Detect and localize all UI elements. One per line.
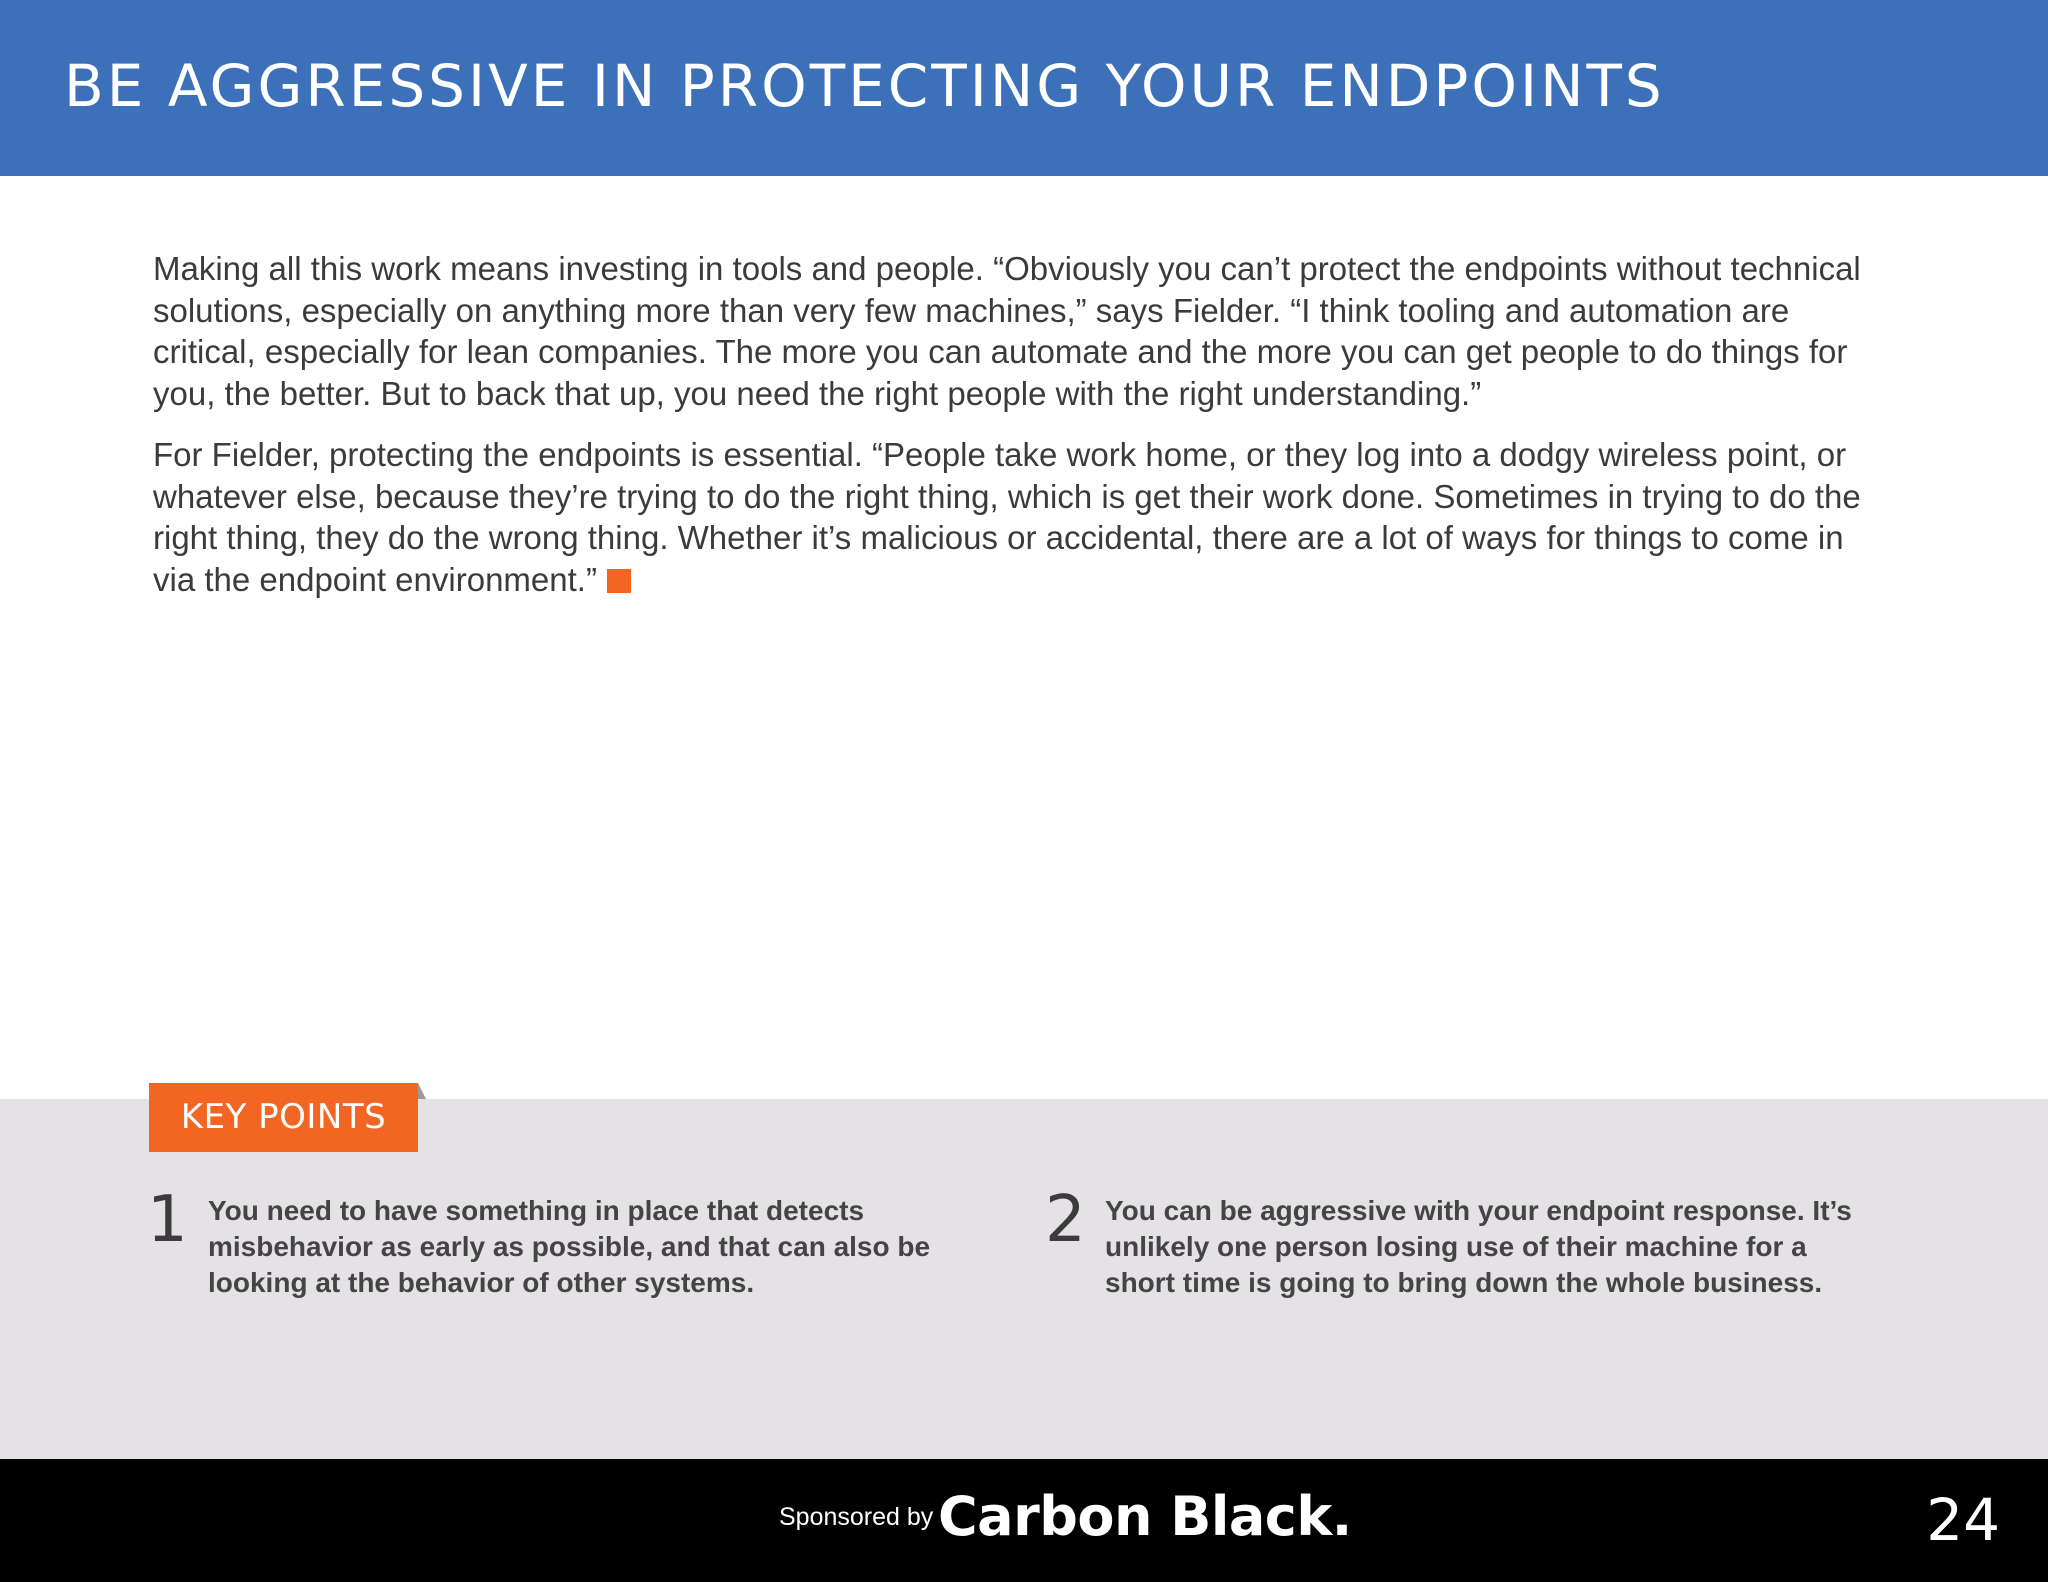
sponsored-by-label: Sponsored by [779,1503,934,1531]
key-points-heading: KEY POINTS [149,1083,418,1152]
body-paragraph-2 [153,434,1893,600]
key-point-2-number: 2 [1045,1183,1086,1257]
header-band [0,0,2048,176]
body-paragraph-2-text: For Fielder, protecting the endpoints is essential. “People take work home, or they log into a dodgy wireless point, or whatever else, because they’re trying to do the right thing, which is get their work done. Sometimes in trying to do the right thing, they do the wrong thing. Whether it’s malicious or accidental, there are a lot of ways for things to come in via the endpoint environment.” [153,436,1861,598]
carbon-black-logo: Carbon Black. [938,1485,1352,1548]
page-number: 24 [1926,1486,2000,1554]
key-point-1-number: 1 [147,1183,188,1257]
key-points-tab-fold [418,1083,426,1099]
end-of-article-square-icon [607,569,631,593]
body-paragraph-1 [153,248,1893,414]
key-point-1-text: You need to have something in place that detects misbehavior as early as possible, and that can also be looking at the behavior of other systems. [208,1195,931,1298]
page-title: BE AGGRESSIVE IN PROTECTING YOUR ENDPOINTS [64,52,1665,120]
key-point-2-text: You can be aggressive with your endpoint response. It’s unlikely one person losing use of their machine for a short time is going to bring down the whole business. [1105,1195,1852,1298]
article-body [153,248,1893,620]
body-paragraph-1-text: Making all this work means investing in tools and people. “Obviously you can’t protect the endpoints without technical solutions, especially on anything more than very few machines,” says Fielder. “I think tooling and automation are critical, especially for lean companies. The more you can automate and the more you can get people to do things for you, the better. But to back that up, you need the right people with the right understanding.” [153,250,1861,412]
